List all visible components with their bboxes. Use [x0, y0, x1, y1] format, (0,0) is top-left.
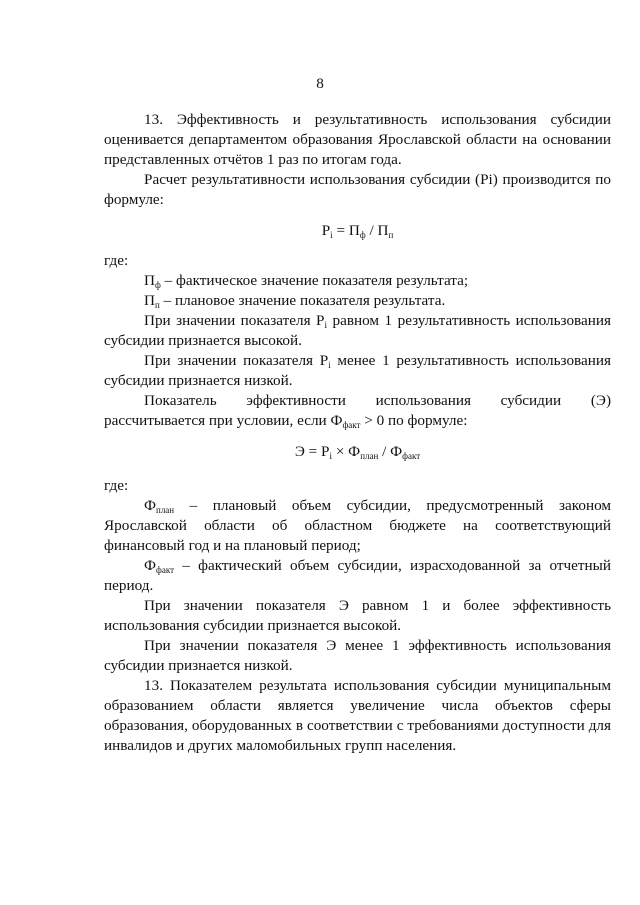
- definition-actual-indicator: $П_ф$ – фактическое значение показателя результата;: [144, 272, 469, 290]
- paragraph-result-indicator: 13. Показателем результата использования субсидии муниципальным образованием области является увеличение числа объектов сферы образования, оборудованных в соответствии с требованиями доступности для инвалидов и других маломобильных групп населения.: [104, 677, 611, 754]
- paragraph-result-calculation: Расчет результативности использования субсидии (Pi) производится по формуле:: [104, 171, 611, 208]
- paragraph-effectiveness-assessment: 13. Эффективность и результативность использования субсидии оценивается департаментом образования Ярославской области на основании представленных отчётов 1 раз по итогам года.: [104, 111, 611, 168]
- paragraph-result-high: При значении показателя $P_i$ равном 1 результативность использования субсидии признается высокой.: [104, 312, 611, 349]
- document-body: [104, 110, 611, 756]
- page-number: 8: [316, 75, 324, 92]
- paragraph-efficiency-low: При значении показателя Э менее 1 эффективность использования субсидии признается низкой.: [104, 637, 611, 674]
- paragraph-efficiency-high: При значении показателя Э равном 1 и более эффективность использования субсидии признается высокой.: [104, 597, 611, 634]
- formula-efficiency: $Э = P_i \times Ф_{план} / Ф_{факт}$: [294, 443, 421, 461]
- definition-planned-subsidy: $Ф_{план}$ – плановый объем субсидии, предусмотренный законом Ярославской области об областном бюджете на соответствующий финансовый год и на плановый период;: [104, 497, 611, 554]
- definition-actual-subsidy: $Ф_{факт}$ – фактический объем субсидии, израсходованной за отчетный период.: [104, 557, 611, 594]
- where-label-1: где:: [104, 252, 129, 269]
- definition-planned-indicator: $П_п$ – плановое значение показателя результата.: [144, 292, 446, 310]
- paragraph-efficiency-calculation: Показатель эффективности использования субсидии (Э) рассчитывается при условии, если $Ф_{факт} > 0$ по формуле:: [104, 392, 611, 430]
- where-label-2: где:: [104, 477, 129, 494]
- formula-result: $P_i = П_ф / П_п$: [321, 222, 394, 240]
- paragraph-result-low: При значении показателя $P_i$ менее 1 результативность использования субсидии признается низкой.: [104, 352, 611, 389]
